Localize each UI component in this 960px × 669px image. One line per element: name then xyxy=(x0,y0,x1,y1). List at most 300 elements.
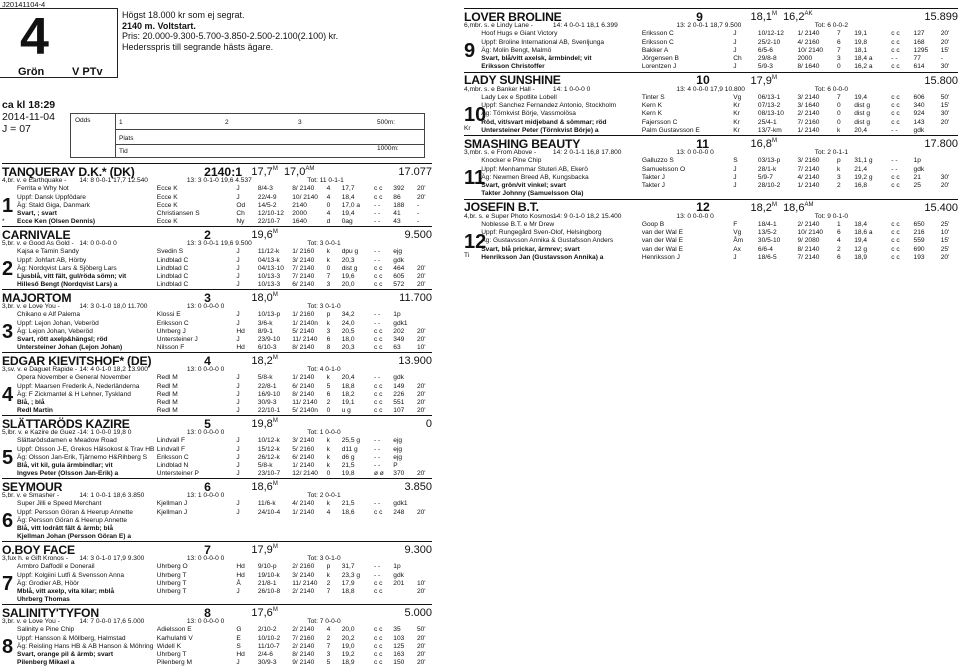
horse-name: SMASHING BEAUTY xyxy=(464,136,581,151)
line-cell: 10/13-3 xyxy=(257,273,281,281)
horse-header xyxy=(2,163,432,178)
line-cell: c c xyxy=(891,173,900,181)
line-cell: 18,2 xyxy=(341,390,355,398)
line-trainer: Lindvall F xyxy=(156,437,186,445)
line-cell: J xyxy=(236,470,240,478)
line-trainer: Kjellman J xyxy=(156,500,188,508)
horse-header xyxy=(2,604,432,619)
line-cell: 21,5 xyxy=(341,462,355,470)
line-text: Lady Lex e Spotlite Lobell xyxy=(481,93,557,101)
line-trainer: Eriksson C xyxy=(641,30,674,38)
line-cell: J xyxy=(733,253,737,261)
info-cell: 14: 2 0-1-1 16,8 17.800 xyxy=(552,149,622,156)
line-cell: 0 xyxy=(326,264,331,272)
line-cell: 20' xyxy=(416,281,426,289)
info-cell: 14: 9 0-1-0 18,2 15.400 xyxy=(552,212,622,220)
line-cell: J xyxy=(236,453,240,461)
line-cell: c c xyxy=(891,102,900,110)
line-trainer: Lindblad C xyxy=(156,256,189,264)
line-cell: Åm xyxy=(733,237,744,245)
line-cell: 41 xyxy=(393,210,401,218)
info-cell: Tot: 4 0-1-0 xyxy=(307,366,341,373)
info-cell: 13: 0 0-0-0 0 xyxy=(676,212,714,220)
info-cell: 6,mbr. s. e Lindy Lane - xyxy=(464,22,533,29)
line-cell: k xyxy=(326,500,330,508)
line-text: Super Jilli e Speed Merchant xyxy=(17,500,102,508)
record-sup: M xyxy=(272,481,278,487)
line-trainer: Lindvall F xyxy=(156,445,186,453)
info-cell: 13: 0 0-0-0 0 xyxy=(186,429,225,436)
line-cell: 29/8-8 xyxy=(757,55,777,63)
horse-header xyxy=(464,135,958,150)
line-cell: 20,4 xyxy=(854,126,868,134)
line-cell: 2/ 2140 xyxy=(292,626,315,634)
line-cell: J xyxy=(236,500,240,508)
horse-start-number: 12 xyxy=(696,200,710,215)
line-cell: 1/ 2140 xyxy=(292,508,315,516)
horse-entry xyxy=(2,163,432,226)
line-text: Takter Johnny (Samuelsson Ola) xyxy=(481,190,584,198)
line-cell: 0 xyxy=(836,118,841,126)
line-cell: 20' xyxy=(416,390,426,398)
horse-header xyxy=(2,289,432,304)
info-cell: 3,fux h. e Gift Kronos - xyxy=(2,555,68,562)
horse-start-number: 11 xyxy=(696,136,710,151)
prefix-marker: * xyxy=(2,218,5,225)
line-cell: gdk1 xyxy=(393,319,408,327)
line-cell: 17,9 xyxy=(341,579,355,587)
horse-entry xyxy=(2,226,432,289)
line-cell: 0 xyxy=(836,63,841,71)
line-text: Äg: Gustavsson Annika & Gustafsson Anders xyxy=(481,237,614,245)
line-cell: 30' xyxy=(940,63,950,71)
info-cell: Tot: 6 0-0-0 xyxy=(814,85,849,93)
line-cell: Vg xyxy=(733,93,742,101)
line-cell: 7 xyxy=(326,642,331,650)
line-trainer: Widell K xyxy=(156,642,181,650)
line-cell: 0 xyxy=(836,102,841,110)
line-cell: J xyxy=(236,445,240,453)
horse-record xyxy=(251,356,284,367)
line-cell: 2 xyxy=(836,245,841,253)
line-cell: 6 xyxy=(836,229,841,237)
line-cell: 3/ 1640 xyxy=(797,102,820,110)
line-cell: k xyxy=(326,445,330,453)
horse-big-number: 8 xyxy=(2,636,14,658)
line-cell: - - xyxy=(373,571,381,579)
line-cell: 19,4 xyxy=(854,237,868,245)
line-text: Uppf: Rungegård Sven-Olof, Helsingborg xyxy=(481,229,602,237)
line-cell: 10/12-12 xyxy=(757,30,784,38)
line-cell: 24/10-4 xyxy=(257,508,281,516)
line-cell: 6/ 2140 xyxy=(292,453,315,461)
line-cell: 21 xyxy=(913,173,921,181)
line-cell: c c xyxy=(891,63,900,71)
line-cell: 5/9-7 xyxy=(757,173,773,181)
record-value: 19,8 xyxy=(251,418,273,430)
line-cell: - - xyxy=(891,157,898,165)
line-cell: 8/ 2140 xyxy=(292,651,315,659)
line-trainer: Redl M xyxy=(156,390,178,398)
line-cell: 2/ 2140 xyxy=(292,642,315,650)
line-cell: c c xyxy=(373,642,383,650)
horse-record xyxy=(751,76,784,87)
line-cell: 17,7 xyxy=(341,185,355,193)
line-cell: 20' xyxy=(416,651,426,659)
line-cell: c c xyxy=(891,30,900,38)
line-cell: 20' xyxy=(416,327,426,335)
info-cell: 14: 1 0-0-0 0 xyxy=(552,85,591,93)
line-cell: ejg xyxy=(393,437,403,445)
race-id: J20141104-4 xyxy=(2,0,46,9)
line-cell: 18,4 xyxy=(854,220,868,228)
line-text: Untersteiner Johan (Lejon Johan) xyxy=(17,344,123,352)
line-trainer: Uhrberg T xyxy=(156,588,187,596)
line-cell: 18,0 xyxy=(341,336,355,344)
cond-line: Pris: 20.000-9.300-5.700-3.850-2.500-2.100(2.100) kr. xyxy=(122,31,339,41)
line-cell: 15' xyxy=(940,102,950,110)
horse-name: LOVER BROLINE xyxy=(464,9,562,24)
info-cell: Tot: 6 0-0-2 xyxy=(814,22,849,29)
record-sup: M xyxy=(272,355,278,361)
line-cell: - - xyxy=(891,126,898,134)
line-cell: 18,8 xyxy=(341,382,355,390)
info-cell: Tot: 1 0-0-0 xyxy=(307,429,341,436)
line-cell: 7/ 2140 xyxy=(292,264,315,272)
line-text: Henriksson Jan (Gustavsson Annika) a xyxy=(481,253,604,261)
horse-record xyxy=(751,12,813,23)
line-trainer: Pilenberg M xyxy=(156,659,192,667)
line-cell: J xyxy=(236,281,240,289)
line-cell: G xyxy=(236,626,242,634)
line-cell: 63 xyxy=(393,344,401,352)
line-cell: 193 xyxy=(913,253,925,261)
col-1: 1 xyxy=(119,119,123,126)
line-cell: ejg xyxy=(393,248,403,256)
line-cell: 20' xyxy=(416,508,426,516)
line-cell: 14/5-2 xyxy=(257,201,277,209)
line-cell: Kr xyxy=(733,126,740,134)
line-cell: c c xyxy=(891,38,900,46)
line-text: Mblå, vitt axelp, vita kilar; mblå xyxy=(17,588,115,596)
horse-header xyxy=(2,226,432,241)
line-cell: 19,0 xyxy=(341,642,355,650)
line-cell: k xyxy=(836,126,841,134)
line-cell: 8/ 1640 xyxy=(797,63,820,71)
line-text: Uhrberg Thomas xyxy=(17,596,70,604)
line-text: Hilleső Bengt (Nordqvist Lars) a xyxy=(17,281,118,289)
info-cell: 14: 4 0-1-0 18,2 13.900 xyxy=(79,366,148,373)
line-cell: Kr xyxy=(733,118,740,126)
line-text: Äg: Reisling Hans HB & AB Hanson & Möhring xyxy=(17,642,154,650)
line-cell: P xyxy=(393,462,398,470)
info-cell: 13: 3 0-0-1 19,6 9.500 xyxy=(186,240,252,247)
line-cell: 19,2 xyxy=(341,651,355,659)
line-cell: dist g xyxy=(341,264,358,272)
race-type: V PTv xyxy=(72,66,103,78)
line-cell: gdk xyxy=(393,571,404,579)
line-cell: 10/ 2140 xyxy=(797,46,824,54)
line-cell: S xyxy=(236,642,241,650)
race-line xyxy=(2,400,432,408)
line-cell: d11 g xyxy=(341,445,358,453)
record-sup: M xyxy=(771,138,777,144)
line-cell: ejg xyxy=(393,453,403,461)
line-cell: 20,4 xyxy=(341,374,355,382)
line-cell: gdk xyxy=(913,165,925,173)
line-trainer: Redl M xyxy=(156,399,178,407)
line-cell: - - xyxy=(891,55,898,63)
line-cell: 8/ 2140 xyxy=(292,390,315,398)
line-cell: 3 xyxy=(836,55,841,63)
line-text: Uppf: Kolgiini Lutfi & Svensson Anna xyxy=(17,571,125,579)
line-cell: 21,5 xyxy=(341,500,355,508)
line-cell: 3/ 2140 xyxy=(292,437,315,445)
line-trainer: Lindblad C xyxy=(156,273,189,281)
line-cell: 26/10-8 xyxy=(257,588,281,596)
line-cell: 143 xyxy=(913,118,925,126)
line-trainer: Eriksson C xyxy=(156,453,189,461)
horse-entry xyxy=(464,8,958,72)
info-cell: Tot: 9 0-1-0 xyxy=(814,212,849,220)
line-cell: 20' xyxy=(416,264,426,272)
line-cell: 18,6 xyxy=(341,508,355,516)
record-sup: M xyxy=(771,74,777,81)
horse-start-number: 7 xyxy=(204,542,211,557)
line-cell: 5/ 2140 xyxy=(292,327,315,335)
line-text: Ingves Peter (Olsson Jan-Erik) a xyxy=(17,470,119,478)
line-cell: 20' xyxy=(940,118,950,126)
record-sup-2: AM xyxy=(804,201,814,208)
line-cell: J xyxy=(236,248,240,256)
line-cell: 10' xyxy=(416,344,426,352)
line-cell: 5 xyxy=(326,659,331,667)
line-cell: 50' xyxy=(416,626,426,634)
line-cell: J xyxy=(236,659,240,667)
line-cell: - - xyxy=(373,319,381,327)
line-cell: 464 xyxy=(393,264,405,272)
horse-record xyxy=(751,139,784,150)
record-sup-2: AK xyxy=(804,11,813,17)
horse-record xyxy=(251,167,314,178)
line-cell: 6 xyxy=(326,390,331,398)
horse-entry xyxy=(2,415,432,478)
horse-money: 17.077 xyxy=(398,166,432,178)
line-text: Blå, vitt lodrätt fält & ärmb; blå xyxy=(17,525,114,533)
line-trainer: van der Wal E xyxy=(641,237,683,245)
line-text: Äg: Olsson Jan-Erik, Tjärnemo H&Rihberg S xyxy=(17,453,148,461)
record-sup: M xyxy=(771,201,777,208)
line-cell: 20,0 xyxy=(341,626,355,634)
line-cell: J xyxy=(236,256,240,264)
line-cell: J xyxy=(236,185,240,193)
line-text: Uppf: Sanchez Fernandez Antonio, Stockholm xyxy=(481,102,617,110)
line-cell: 19,1 xyxy=(854,30,868,38)
line-cell: 22/4-9 xyxy=(257,193,277,201)
line-cell: 20,3 xyxy=(341,344,355,352)
line-cell: 06/13-1 xyxy=(757,93,781,101)
line-cell: 8 xyxy=(326,344,331,352)
horse-record xyxy=(251,230,284,241)
line-cell: 0 xyxy=(836,110,841,118)
line-cell: 25' xyxy=(940,245,950,253)
line-cell: 6 xyxy=(326,336,331,344)
horse-start-number: 3 xyxy=(204,290,211,305)
race-number-box xyxy=(0,8,118,78)
plats-label: Plats xyxy=(119,135,134,142)
line-text: Röd, vit/svart midjeband & sömmar; röd xyxy=(481,118,607,126)
line-cell: J xyxy=(236,399,240,407)
line-cell: 19,4 xyxy=(854,93,868,101)
line-text: Eriksson Christoffer xyxy=(481,63,545,71)
line-text: Armbro Daffodil e Donerail xyxy=(17,563,95,571)
line-text: Pilenberg Mikael a xyxy=(17,659,75,667)
line-cell: 10/12-k xyxy=(257,437,280,445)
race-color: Grön xyxy=(18,66,45,78)
line-cell: 1/ 2160 xyxy=(292,248,315,256)
line-text: Blå, ; blå xyxy=(17,399,45,407)
line-cell: 15' xyxy=(940,237,950,245)
line-cell: 23/9-10 xyxy=(257,336,281,344)
info-cell: 4,mbr. s. e Banker Hall - xyxy=(464,85,535,93)
line-cell: - - xyxy=(373,563,381,571)
line-cell: k xyxy=(326,256,330,264)
line-cell: 20' xyxy=(940,182,950,190)
line-cell: 86 xyxy=(393,193,401,201)
line-cell: 11/ 2140 xyxy=(292,579,318,587)
line-cell: 163 xyxy=(393,651,405,659)
line-text: Uppf: Maarsen Frederik A, Nederländerna xyxy=(17,382,140,390)
line-cell: 30/9-3 xyxy=(257,659,277,667)
line-cell: 10' xyxy=(940,229,950,237)
line-cell: 2000 xyxy=(292,210,307,218)
line-trainer: van der Wal E xyxy=(641,245,683,253)
info-cell: 14: 3 0-1-0 17,9 9.300 xyxy=(79,555,145,562)
line-text: Kjellman Johan (Persson Göran E) a xyxy=(17,533,132,541)
line-cell: 2/ 2160 xyxy=(292,563,315,571)
line-trainer: Ecce K xyxy=(156,218,178,226)
line-cell: c c xyxy=(891,93,900,101)
line-trainer: Ecce K xyxy=(156,193,178,201)
line-cell: 20' xyxy=(940,253,950,261)
line-cell: 20' xyxy=(940,38,950,46)
line-cell: 25' xyxy=(940,220,950,228)
line-text: Äg: Stald Giga, Danmark xyxy=(17,201,90,209)
line-cell: 150 xyxy=(393,659,405,667)
line-cell: 26/12-k xyxy=(257,453,280,461)
line-cell: 31,1 g xyxy=(854,157,873,165)
line-trainer: Karhulahti V xyxy=(156,634,193,642)
line-cell: 248 xyxy=(393,508,405,516)
line-cell: 13/5-2 xyxy=(757,229,777,237)
info-cell: 13: 4 0-0-0 17,9 10.800 xyxy=(676,85,745,93)
line-cell: 25/2-10 xyxy=(757,38,781,46)
line-trainer: Takter J xyxy=(641,173,665,181)
horse-name: O.BOY FACE xyxy=(2,542,75,557)
horse-entry xyxy=(2,352,432,415)
line-cell: 8/ 2140 xyxy=(797,245,820,253)
line-text: Uppf: Broline International AB, Svenljunga xyxy=(481,38,605,46)
line-cell: 1/ 2140 xyxy=(797,30,820,38)
line-trainer: Uhrberg T xyxy=(156,579,187,587)
line-cell: 8/9-1 xyxy=(257,327,273,335)
info-cell: 14: 7 0-0-0 17,6 5.000 xyxy=(79,618,145,625)
line-trainer: Uhrberg T xyxy=(156,571,187,579)
horse-entry xyxy=(2,541,432,604)
horse-header xyxy=(2,415,432,430)
line-cell: Hd xyxy=(236,344,245,352)
line-cell: 2/10-2 xyxy=(257,626,277,634)
line-cell: 7 xyxy=(836,30,841,38)
info-cell: Tot: 2 0-1-1 xyxy=(814,149,849,156)
race-line xyxy=(2,203,432,211)
line-cell: c c xyxy=(373,382,383,390)
line-cell: c c xyxy=(373,390,383,398)
line-cell: 77 xyxy=(913,55,921,63)
line-cell: 34,2 xyxy=(341,311,355,319)
horse-name: EDGAR KIEVITSHOF* (DE) xyxy=(2,353,152,368)
line-cell: c c xyxy=(373,273,383,281)
line-trainer: Ecce K xyxy=(156,201,178,209)
line-cell: - - xyxy=(373,437,381,445)
line-cell: 4 xyxy=(326,193,331,201)
line-cell: 5/ 2160 xyxy=(292,445,315,453)
line-cell: 22/10-7 xyxy=(257,218,281,226)
line-cell: 07/13-2 xyxy=(757,102,781,110)
record-sup: M xyxy=(272,229,278,235)
horse-record xyxy=(251,482,284,493)
info-cell: 4,br. s. e Super Photo Kosmos - xyxy=(464,212,558,220)
horse-big-number: 4 xyxy=(2,384,14,406)
line-cell: 0 xyxy=(326,470,331,478)
horse-name: SEYMOUR xyxy=(2,479,63,494)
line-cell: 3 xyxy=(326,651,331,659)
race-number: 4 xyxy=(20,8,49,66)
line-text: Ferrita e Why Not xyxy=(17,185,69,193)
line-cell: 7 xyxy=(836,93,841,101)
horse-header xyxy=(464,8,958,23)
info-cell: 3,sv. v. e Daguet Rapide - xyxy=(2,366,78,373)
line-text: Svart, blå prickar, ärmrev; svart xyxy=(481,245,580,253)
line-text: Kajsa e Tamin Sandy xyxy=(17,248,79,256)
line-cell: 5/8-k xyxy=(257,374,273,382)
line-cell: 25 xyxy=(913,182,921,190)
record-value: 18,2 xyxy=(750,201,772,214)
record-value: 18,6 xyxy=(251,481,273,493)
horse-record xyxy=(251,608,284,619)
record-value-2: 18,6 xyxy=(783,201,805,214)
line-cell: J xyxy=(236,311,240,319)
info-cell: 13: 0 0-0-0 0 xyxy=(186,555,225,562)
horse-entry xyxy=(464,199,958,263)
line-cell: 201 xyxy=(393,579,405,587)
cond-line: Högst 18.000 kr som ej segrat. xyxy=(122,10,245,20)
line-trainer: Uhrberg J xyxy=(156,327,186,335)
info-cell: 14: 3 0-1-0 18,0 11.700 xyxy=(79,303,148,310)
line-cell: 12/10-12 xyxy=(257,210,284,218)
line-cell: - - xyxy=(373,218,381,226)
line-cell: 21/8-1 xyxy=(257,579,277,587)
prefix-marker: Kr xyxy=(464,125,471,132)
line-cell: 1/ 2140n xyxy=(292,319,318,327)
line-cell: J xyxy=(236,264,240,272)
line-cell: F xyxy=(733,220,738,228)
race-line xyxy=(464,191,958,198)
line-cell: 03/13-p xyxy=(757,157,781,165)
line-cell: 559 xyxy=(913,237,925,245)
line-cell: 2/ 2140 xyxy=(797,220,820,228)
line-cell: 30' xyxy=(940,173,950,181)
